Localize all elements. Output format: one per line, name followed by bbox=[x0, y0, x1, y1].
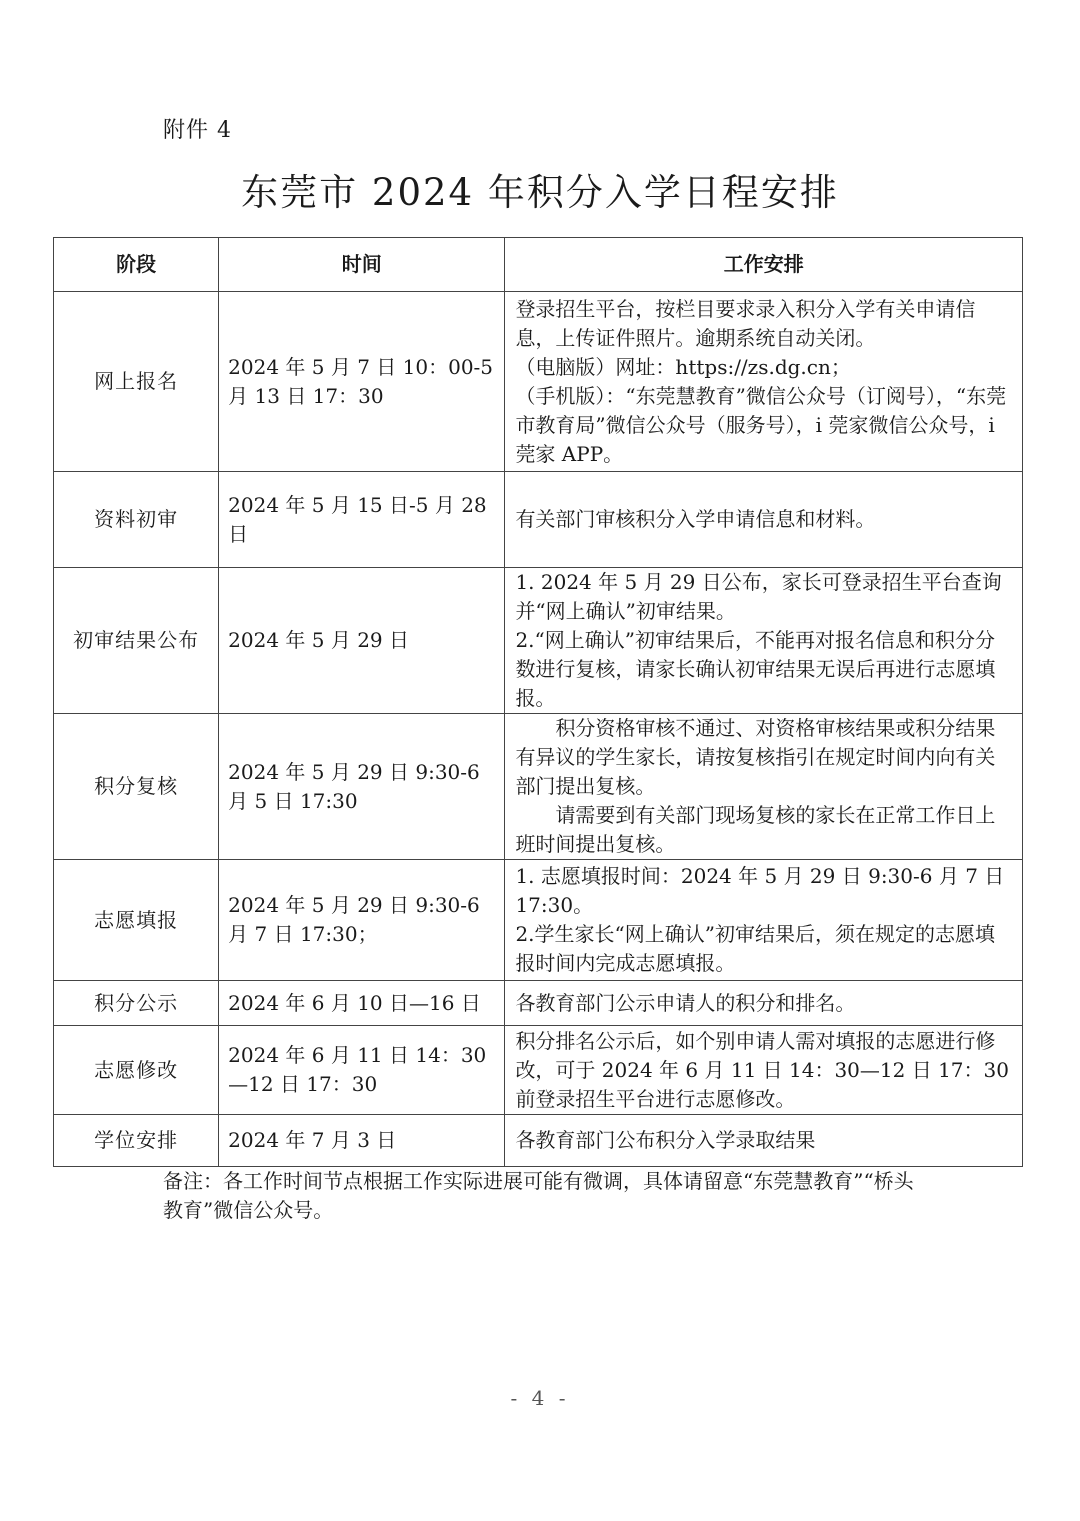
work-line: （电脑版）网址：https://zs.dg.cn； bbox=[515, 354, 851, 379]
work-line: 2.“网上确认”初审结果后，不能再对报名信息和积分分数进行复核，请家长确认初审结果无误后再进行志愿填报。 bbox=[515, 628, 996, 710]
time-cell: 2024 年 5 月 29 日 9:30-6 月 7 日 17:30； bbox=[219, 860, 505, 981]
stage-cell: 志愿填报 bbox=[54, 860, 219, 981]
stage-cell: 初审结果公布 bbox=[54, 568, 219, 714]
work-cell bbox=[505, 1026, 1023, 1115]
header-time: 时间 bbox=[219, 238, 505, 292]
footnote: 备注：各工作时间节点根据工作实际进展可能有微调，具体请留意“东莞慧教育”“桥头教育”微信公众号。 bbox=[163, 1169, 914, 1222]
work-line: （手机版）：“东莞慧教育”微信公众号（订阅号），“东莞市教育局”微信公众号（服务号），i 莞家微信公众号，i 莞家 APP。 bbox=[515, 383, 1007, 466]
table-row bbox=[54, 860, 1023, 981]
attachment-label: 附件 4 bbox=[163, 118, 232, 143]
header-stage: 阶段 bbox=[54, 238, 219, 292]
schedule-table bbox=[53, 237, 1023, 1167]
time-cell: 2024 年 5 月 29 日 bbox=[219, 568, 505, 714]
header-work: 工作安排 bbox=[505, 238, 1023, 292]
work-line: 积分资格审核不通过、对资格审核结果或积分结果有异议的学生家长，请按复核指引在规定时间内向有关部门提出复核。 bbox=[515, 716, 996, 798]
work-cell bbox=[505, 568, 1023, 714]
time-cell: 2024 年 6 月 10 日—16 日 bbox=[219, 981, 505, 1026]
work-line: 请需要到有关部门现场复核的家长在正常工作日上班时间提出复核。 bbox=[515, 803, 996, 856]
time-cell: 2024 年 5 月 29 日 9:30-6 月 5 日 17:30 bbox=[219, 714, 505, 860]
work-line: 登录招生平台，按栏目要求录入积分入学有关申请信息，上传证件照片。逾期系统自动关闭。 bbox=[515, 296, 976, 350]
time-cell: 2024 年 5 月 7 日 10：00-5 月 13 日 17：30 bbox=[219, 292, 505, 472]
stage-cell: 资料初审 bbox=[54, 472, 219, 568]
stage-cell: 志愿修改 bbox=[54, 1026, 219, 1115]
work-line: 各教育部门公布积分入学录取结果 bbox=[515, 1128, 816, 1152]
stage-cell: 积分公示 bbox=[54, 981, 219, 1026]
table-row bbox=[54, 1115, 1023, 1167]
table-row bbox=[54, 472, 1023, 568]
table-row bbox=[54, 714, 1023, 860]
time-cell: 2024 年 6 月 11 日 14：30—12 日 17：30 bbox=[219, 1026, 505, 1115]
work-line: 1. 志愿填报时间：2024 年 5 月 29 日 9:30-6 月 7 日 17:30。 bbox=[515, 864, 1005, 917]
work-cell bbox=[505, 860, 1023, 981]
work-line: 1. 2024 年 5 月 29 日公布，家长可登录招生平台查询并“网上确认”初审结果。 bbox=[515, 570, 1002, 623]
stage-cell: 网上报名 bbox=[54, 292, 219, 472]
work-cell bbox=[505, 292, 1023, 472]
work-line: 积分排名公示后，如个别申请人需对填报的志愿进行修改，可于 2024 年 6 月 11 日 14：30—12 日 17：30 前登录招生平台进行志愿修改。 bbox=[515, 1028, 1009, 1111]
time-cell: 2024 年 5 月 15 日-5 月 28 日 bbox=[219, 472, 505, 568]
work-cell bbox=[505, 981, 1023, 1026]
work-cell bbox=[505, 714, 1023, 860]
page-number: - 4 - bbox=[510, 1386, 570, 1410]
stage-cell: 学位安排 bbox=[54, 1115, 219, 1167]
work-cell bbox=[505, 472, 1023, 568]
table-row bbox=[54, 568, 1023, 714]
work-line: 2.学生家长“网上确认”初审结果后，须在规定的志愿填报时间内完成志愿填报。 bbox=[515, 922, 995, 975]
stage-cell: 积分复核 bbox=[54, 714, 219, 860]
work-cell bbox=[505, 1115, 1023, 1167]
work-line: 有关部门审核积分入学申请信息和材料。 bbox=[515, 507, 876, 531]
table-row bbox=[54, 1026, 1023, 1115]
table-row bbox=[54, 292, 1023, 472]
time-cell: 2024 年 7 月 3 日 bbox=[219, 1115, 505, 1167]
work-line: 各教育部门公示申请人的积分和排名。 bbox=[515, 990, 856, 1015]
table-row bbox=[54, 981, 1023, 1026]
page-title: 东莞市 2024 年积分入学日程安排 bbox=[241, 171, 839, 214]
table-header-row bbox=[54, 238, 1023, 292]
